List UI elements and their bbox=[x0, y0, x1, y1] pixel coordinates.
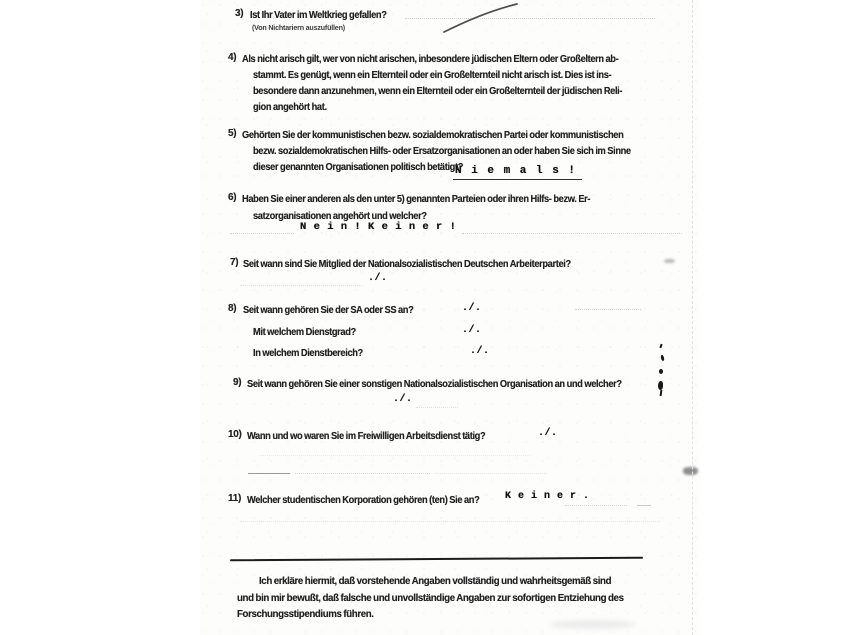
question-text-line: besondere dann anzunehmen, wenn ein Elternteil oder ein Großelternteil der jüdischen Reli- bbox=[253, 86, 623, 97]
typed-answer-q9: ./. bbox=[393, 394, 413, 405]
question-text-line: Als nicht arisch gilt, wer von nicht arischen, inbesondere jüdischen Eltern oder Großeltern ab- bbox=[242, 54, 619, 65]
declaration-line: Forschungsstipendiums führen. bbox=[237, 609, 374, 620]
question-number: 10) bbox=[228, 429, 242, 440]
declaration-line: und bin mir bewußt, daß falsche und unvollständige Angaben zur sofortigen Entziehung des bbox=[237, 592, 624, 604]
question-text: Ist Ihr Vater im Weltkrieg gefallen? bbox=[250, 10, 387, 21]
ink-speck bbox=[658, 381, 663, 390]
pen-dash bbox=[637, 505, 651, 506]
answer-dotted-line bbox=[565, 505, 627, 506]
question-text: Wann und wo waren Sie im Freiwilligen Arbeitsdienst tätig? bbox=[247, 431, 486, 442]
question-number: 11) bbox=[228, 493, 242, 504]
question-number: 9) bbox=[233, 377, 242, 388]
typed-answer-q6: N e i n ! K e i n e r ! bbox=[300, 221, 457, 233]
question-text: Seit wann gehören Sie einer sonstigen Nationalsozialistischen Organisation an und welcher? bbox=[247, 379, 622, 390]
question-number: 5) bbox=[228, 128, 237, 139]
scan-smudge bbox=[683, 467, 698, 475]
answer-dotted-line bbox=[416, 407, 458, 408]
question-text-line: dieser genannten Organisationen politisch betätigt? bbox=[253, 162, 464, 173]
question-text: Seit wann gehören Sie der SA oder SS an? bbox=[243, 305, 414, 316]
question-text-line: Gehörten Sie der kommunistischen bezw. sozialdemokratischen Partei oder kommunistischen bbox=[242, 130, 624, 141]
question-number: 3) bbox=[235, 8, 244, 19]
faint-dotted-line bbox=[240, 521, 660, 522]
typed-answer-q11: K e i n e r . bbox=[505, 491, 590, 502]
ink-speck bbox=[659, 344, 662, 348]
question-text: Seit wann sind Sie Mitglied der Nationalsozialistischen Deutschen Arbeiterpartei? bbox=[243, 259, 571, 270]
typed-answer-q8-dienstbereich: ./. bbox=[470, 346, 490, 357]
separator-rule bbox=[230, 557, 643, 562]
typed-answer-q7: ./. bbox=[368, 273, 388, 284]
ink-speck bbox=[660, 390, 663, 396]
ink-speck bbox=[660, 355, 664, 361]
question-text-line: stammt. Es genügt, wenn ein Elternteil oder ein Großelternteil nicht arisch ist. Dies ist ins- bbox=[253, 70, 612, 81]
scanned-form-page bbox=[200, 0, 700, 635]
question-number: 7) bbox=[230, 257, 239, 268]
question-text-line: satzorganisationen angehört und welcher? bbox=[253, 211, 427, 222]
typed-answer-q5: N i e m a l s ! bbox=[453, 165, 582, 180]
declaration-paragraph bbox=[237, 574, 653, 624]
scan-artifact-blob bbox=[550, 620, 635, 629]
declaration-line: Ich erkläre hiermit, daß vorstehende Angaben vollständig und wahrheitsgemäß sind bbox=[259, 576, 612, 587]
typed-answer-q10: ./. bbox=[538, 428, 558, 439]
scan-smudge bbox=[664, 259, 675, 263]
answer-dotted-line bbox=[230, 233, 294, 234]
faint-dotted-line bbox=[435, 473, 547, 474]
page-edge-line bbox=[692, 0, 693, 635]
handwritten-slash-mark bbox=[440, 1, 520, 37]
faint-dotted-line bbox=[260, 455, 530, 456]
question-text-line: bezw. sozialdemokratischen Hilfs- oder Ersatzorganisationen an oder haben Sie sich im Sinne bbox=[253, 146, 631, 157]
answer-dotted-line bbox=[240, 285, 362, 286]
answer-dotted-line bbox=[575, 309, 641, 310]
question-text-line: gion angehört hat. bbox=[253, 102, 327, 113]
question-number: 8) bbox=[228, 303, 237, 314]
question-text-line: Haben Sie einer anderen als den unter 5) genannten Parteien oder ihren Hilfs- bezw. Er- bbox=[242, 194, 591, 205]
question-number: 6) bbox=[228, 192, 237, 203]
question-note: (Von Nichtariern auszufüllen) bbox=[252, 23, 345, 32]
question-sub-label: Mit welchem Dienstgrad? bbox=[253, 327, 356, 338]
typed-answer-q8-dienstgrad: ./. bbox=[462, 325, 482, 336]
pen-dash bbox=[248, 473, 290, 474]
answer-dotted-line bbox=[462, 233, 682, 234]
faint-dotted-line bbox=[295, 473, 430, 474]
ink-speck bbox=[659, 369, 663, 374]
question-paragraph bbox=[242, 52, 650, 116]
question-text: Welcher studentischen Korporation gehören (ten) Sie an? bbox=[247, 495, 480, 506]
question-sub-label: In welchem Dienstbereich? bbox=[253, 348, 363, 359]
question-number: 4) bbox=[228, 52, 237, 63]
typed-answer-q8: ./. bbox=[462, 303, 482, 314]
